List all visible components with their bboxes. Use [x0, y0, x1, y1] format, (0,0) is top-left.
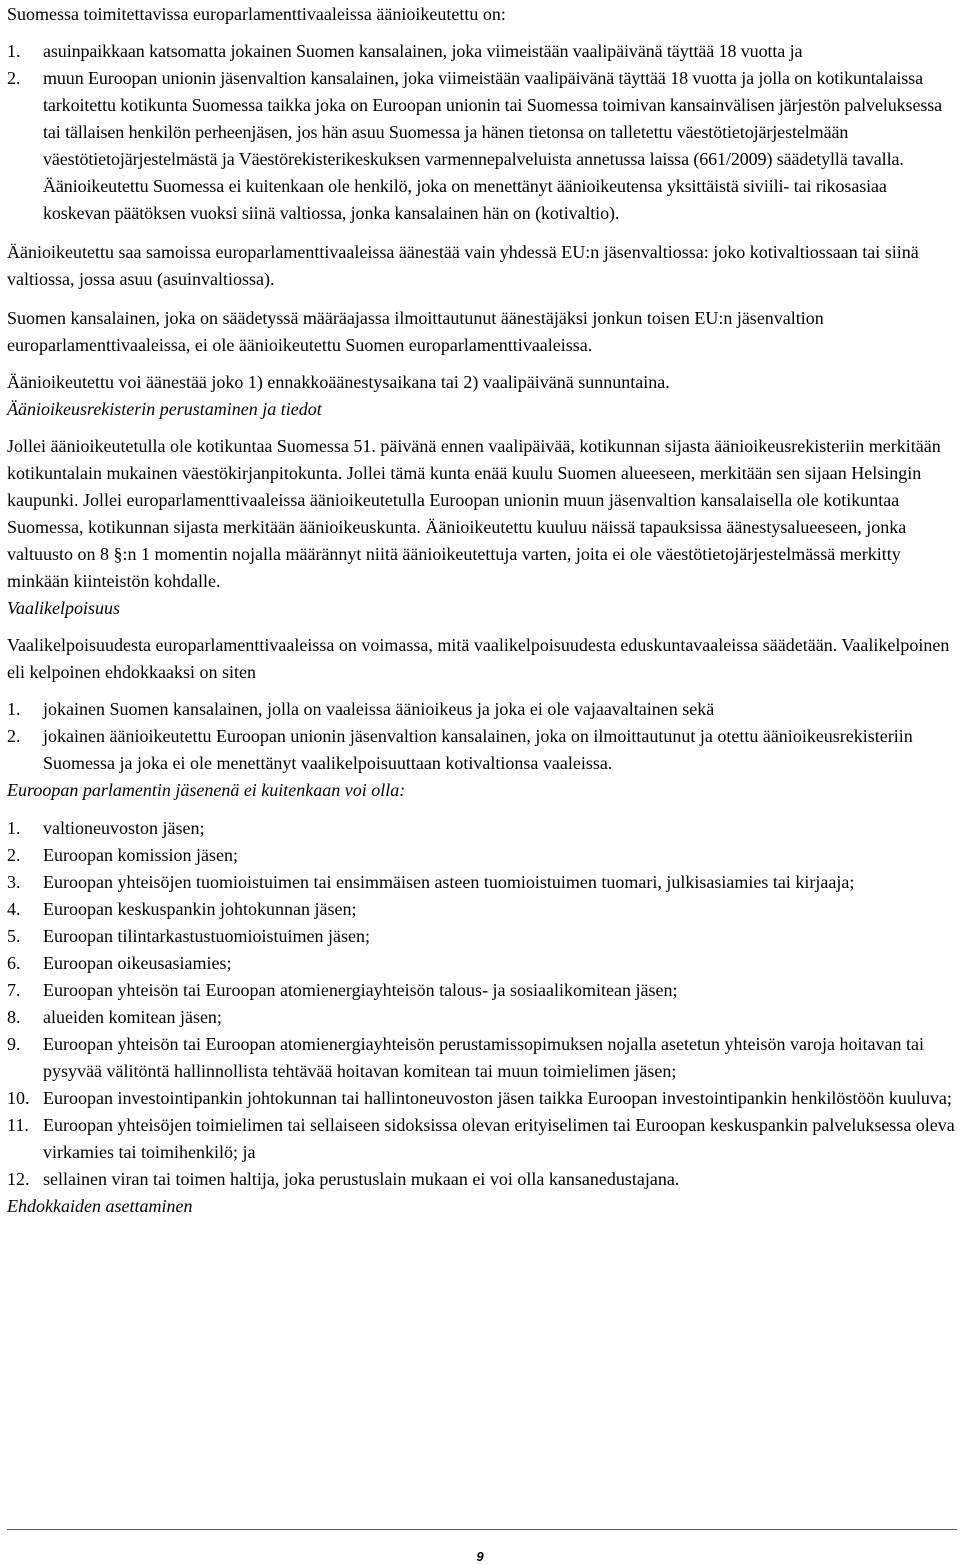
list-item-text: Euroopan tilintarkastustuomioistuimen jäsen; [43, 926, 370, 946]
footer-divider [7, 1529, 957, 1530]
list-item-number: 12. [7, 1169, 30, 1189]
list-item-number: 1. [7, 699, 21, 719]
list-item-number: 2. [7, 68, 21, 88]
list-item-text: Euroopan yhteisöjen toimielimen tai sellaiseen sidoksissa olevan erityiselimen tai Euroopan keskuspankin palveluksessa oleva virkamies tai toimihenkilö; ja [43, 1115, 955, 1162]
list-item-text: jokainen Suomen kansalainen, jolla on vaaleissa äänioikeus ja joka ei ole vajaavaltainen sekä [43, 699, 715, 719]
list-item [7, 815, 957, 842]
list-item [7, 1166, 957, 1193]
list-item [7, 38, 957, 65]
list-item-number: 11. [7, 1115, 29, 1135]
list-item-text: Euroopan keskuspankin johtokunnan jäsen; [43, 899, 357, 919]
list-item [7, 696, 957, 723]
list-item [7, 842, 957, 869]
list-item [7, 923, 957, 950]
list-item [7, 65, 957, 227]
list-item [7, 1004, 957, 1031]
list-item-text: Euroopan yhteisön tai Euroopan atomienergiayhteisön perustamissopimuksen nojalla asetetun yhteisön varoja hoitavan tai pysyvää välitöntä hallinnollista tehtävää hoitavan komitean tai muun toimielimen jäsen; [43, 1034, 924, 1081]
list-item [7, 896, 957, 923]
section1-list [7, 38, 957, 227]
list-item [7, 1112, 957, 1166]
list-item-number: 1. [7, 41, 21, 61]
list-item-number: 4. [7, 899, 21, 919]
list-item-text: Euroopan komission jäsen; [43, 845, 238, 865]
list-item-text: jokainen äänioikeutettu Euroopan unionin jäsenvaltion kansalainen, joka on ilmoittautunut ja otettu äänioikeusrekisteriin Suomessa ja joka ei ole menettänyt vaalikelpoisuuttaan kotivaltionsa vaaleissa. [43, 726, 913, 773]
list-item-number: 2. [7, 845, 21, 865]
list-item-number: 1. [7, 818, 21, 838]
list-item-text: Euroopan oikeusasiamies; [43, 953, 232, 973]
list-item [7, 723, 957, 777]
eligibility-list [7, 696, 957, 777]
page-number: 9 [476, 1549, 484, 1564]
list-item-text: Euroopan yhteisön tai Euroopan atomienergiayhteisön talous- ja sosiaalikomitean jäsen; [43, 980, 678, 1000]
list-item-text: valtioneuvoston jäsen; [43, 818, 205, 838]
list-item-text: asuinpaikkaan katsomatta jokainen Suomen kansalainen, joka viimeistään vaalipäivänä täyttää 18 vuotta ja [43, 41, 803, 61]
section-heading: Euroopan parlamentin jäsenenä ei kuitenkaan voi olla: [7, 780, 406, 800]
list-item-number: 6. [7, 953, 21, 973]
ineligible-list [7, 815, 957, 1193]
paragraph: Suomen kansalainen, joka on säädetyssä määräajassa ilmoittautunut äänestäjäksi jonkun toisen EU:n jäsenvaltion europarlamenttivaaleissa, ei ole äänioikeutettu Suomen europarlamenttivaaleissa. [7, 308, 824, 355]
paragraph: Äänioikeutettu saa samoissa europarlamenttivaaleissa äänestää vain yhdessä EU:n jäsenvaltiossa: joko kotivaltiossaan tai siinä valtiossa, jossa asuu (asuinvaltiossa). [7, 242, 919, 289]
section1-intro: Suomessa toimitettavissa europarlamenttivaaleissa äänioikeutettu on: [7, 4, 506, 24]
list-item-text: alueiden komitean jäsen; [43, 1007, 222, 1027]
list-item-text: muun Euroopan unionin jäsenvaltion kansalainen, joka viimeistään vaalipäivänä täyttää 18 vuotta ja jolla on kotikuntalaissa tarkoitettu kotikunta Suomessa taikka joka on Euroopan unionin tai Suomessa toimivan kansainvälisen järjestön palveluksessa tai tällaisen henkilön perheenjäsen, jos hän asuu Suomessa ja hänen tietonsa on talletettu väestötietojärjestelmään väestötietojärjestelmästä ja Väestörekisterikeskuksen varmennepalveluista annetussa laissa (661/2009) säädetyllä tavalla. Äänioikeutettu Suomessa ei kuitenkaan ole henkilö, joka on menettänyt äänioikeutensa yksittäistä siviili- tai rikosasiaa koskevan päätöksen vuoksi siinä valtiossa, jonka kansalainen hän on (kotivaltio). [43, 68, 943, 223]
list-item-number: 10. [7, 1088, 30, 1108]
list-item-text: sellainen viran tai toimen haltija, joka perustuslain mukaan ei voi olla kansanedustajana. [43, 1169, 680, 1189]
list-item-text: Euroopan yhteisöjen tuomioistuimen tai ensimmäisen asteen tuomioistuimen tuomari, julkisasiamies tai kirjaaja; [43, 872, 855, 892]
list-item [7, 869, 957, 896]
section-heading: Vaalikelpoisuus [7, 598, 120, 618]
list-item [7, 1085, 957, 1112]
paragraph: Vaalikelpoisuudesta europarlamenttivaaleissa on voimassa, mitä vaalikelpoisuudesta eduskuntavaaleissa säädetään. Vaalikelpoinen eli kelpoinen ehdokkaaksi on siten [7, 635, 950, 682]
list-item-number: 5. [7, 926, 21, 946]
section-heading: Äänioikeusrekisterin perustaminen ja tiedot [7, 399, 322, 419]
section-heading: Ehdokkaiden asettaminen [7, 1196, 193, 1216]
list-item-number: 7. [7, 980, 21, 1000]
paragraph: Äänioikeutettu voi äänestää joko 1) ennakkoäänestysaikana tai 2) vaalipäivänä sunnuntaina. [7, 372, 670, 392]
list-item-number: 8. [7, 1007, 21, 1027]
document-page [7, 0, 957, 1220]
list-item [7, 977, 957, 1004]
paragraph: Jollei äänioikeutetulla ole kotikuntaa Suomessa 51. päivänä ennen vaalipäivää, kotikunnan sijasta äänioikeusrekisteriin merkitään kotikuntalain mukainen väestökirjanpitokunta. Jollei tämä kunta enää kuulu Suomen alueeseen, merkitään sen sijaan Helsingin kaupunki. Jollei europarlamenttivaaleissa äänioikeutetulla Euroopan unionin muun jäsenvaltion kansalaisella ole kotikuntaa Suomessa, kotikunnan sijasta merkitään äänioikeuskunta. Äänioikeutettu kuuluu näissä tapauksissa äänestysalueeseen, jonka valtuusto on 8 §:n 1 momentin nojalla määrännyt niitä äänioikeutettuja varten, joita ei ole väestötietojärjestelmässä merkitty minkään kiinteistön kohdalle. [7, 436, 941, 591]
list-item-number: 9. [7, 1034, 21, 1054]
list-item-number: 3. [7, 872, 21, 892]
list-item-number: 2. [7, 726, 21, 746]
list-item [7, 1031, 957, 1085]
list-item-text: Euroopan investointipankin johtokunnan tai hallintoneuvoston jäsen taikka Euroopan investointipankin henkilöstöön kuuluva; [43, 1088, 952, 1108]
list-item [7, 950, 957, 977]
